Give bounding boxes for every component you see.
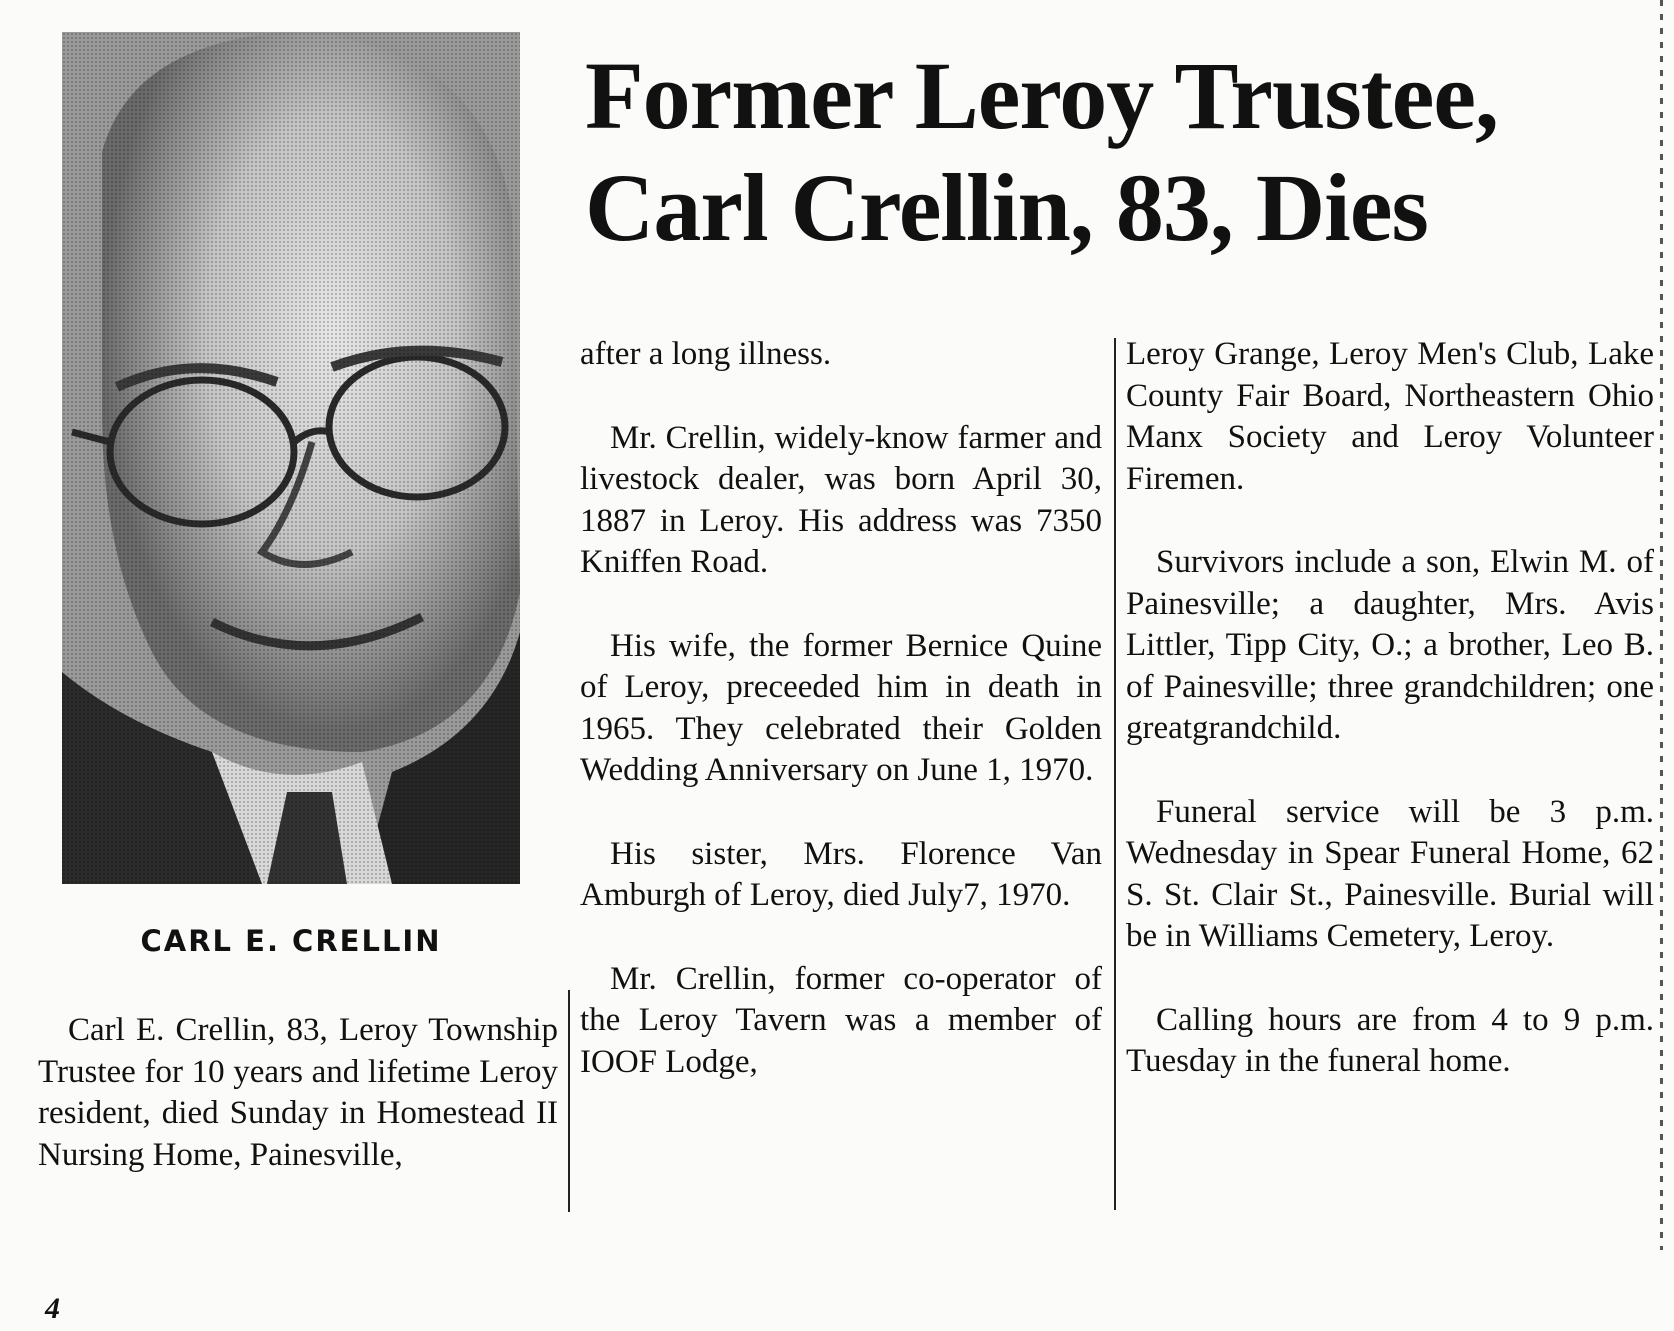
- paragraph-intro: Carl E. Crellin, 83, Leroy Township Trustee for 10 years and lifetime Leroy resident, died Sunday in Homestead II Nursing Home, Painesville,: [38, 1012, 558, 1173]
- paragraph-sister: His sister, Mrs. Florence Van Amburgh of Leroy, died July7, 1970.: [580, 835, 1102, 913]
- portrait-illustration: [62, 32, 520, 884]
- column-rule-1: [568, 990, 570, 1212]
- paragraph-memberships: Leroy Grange, Leroy Men's Club, Lake County Fair Board, Northeastern Ohio Manx Society and Leroy Volunteer Firemen.: [1126, 336, 1654, 497]
- headline-line-2: Carl Crellin, 83, Dies: [585, 154, 1428, 261]
- paragraph-survivors: Survivors include a son, Elwin M. of Painesville; a daughter, Mrs. Avis Littler, Tipp City, O.; a brother, Leo B. of Painesville; three grandchildren; one greatgrandchild.: [1126, 544, 1654, 746]
- headline-line-1: Former Leroy Trustee,: [585, 42, 1498, 149]
- paragraph-funeral: Funeral service will be 3 p.m. Wednesday in Spear Funeral Home, 62 S. St. Clair St., Painesville. Burial will be in Williams Cemetery, Leroy.: [1126, 793, 1654, 954]
- column-rule-2: [1114, 338, 1116, 1210]
- article-column-3: [1126, 334, 1654, 1083]
- article-column-1: [38, 1010, 558, 1176]
- portrait-photo: [62, 32, 520, 884]
- paragraph-tavern: Mr. Crellin, former co-operator of the Leroy Tavern was a member of IOOF Lodge,: [580, 960, 1102, 1080]
- paragraph-calling-hours: Calling hours are from 4 to 9 p.m. Tuesday in the funeral home.: [1126, 1001, 1654, 1079]
- photo-caption: CARL E. CRELLIN: [140, 924, 442, 958]
- headline: [585, 40, 1645, 264]
- clipping-edge: [1660, 0, 1663, 1250]
- page-mark: 4: [45, 1292, 60, 1325]
- paragraph-illness: after a long illness.: [580, 336, 832, 372]
- paragraph-wife: His wife, the former Bernice Quine of Leroy, preceeded him in death in 1965. They celebrated their Golden Wedding Anniversary on June 1, 1970.: [580, 627, 1102, 788]
- article-column-2: [580, 334, 1102, 1083]
- paragraph-birth: Mr. Crellin, widely-know farmer and livestock dealer, was born April 30, 1887 in Leroy. His address was 7350 Kniffen Road.: [580, 419, 1102, 580]
